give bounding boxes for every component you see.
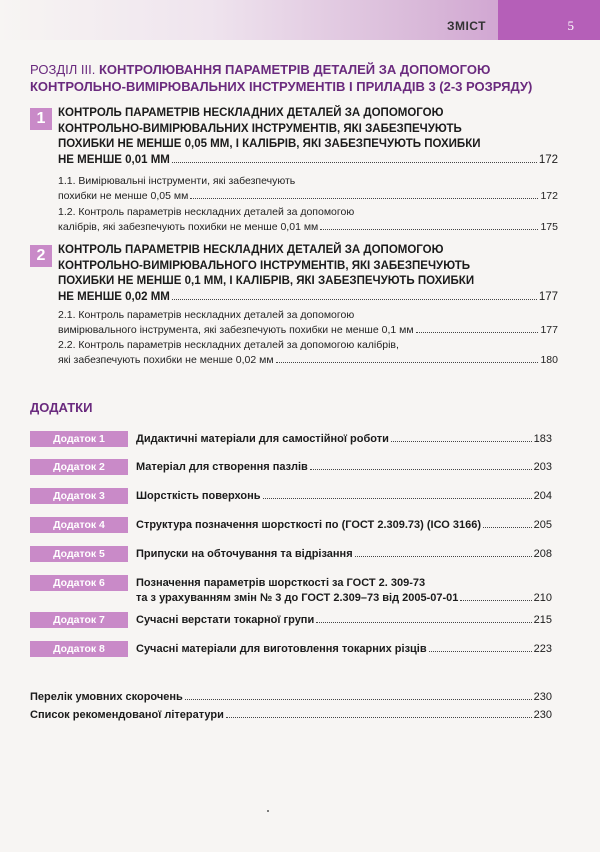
toc-entry-title: Список рекомендованої літератури — [30, 709, 224, 721]
page-ref: 177 — [540, 324, 558, 336]
chapter-number-badge: 2 — [30, 245, 52, 267]
page-header — [0, 0, 600, 40]
page-number: 5 — [567, 18, 574, 33]
chapter-title[interactable] — [58, 106, 558, 168]
page-ref: 183 — [533, 433, 552, 445]
chapter-title-line: ПОХИБКИ НЕ МЕНШЕ 0,05 ММ, І КАЛІБРІВ, ЯКІ ЗАБЕЗПЕЧУЮТЬ ПОХИБКИ — [58, 138, 481, 150]
subsection-line: 1.2. Контроль параметрів нескладних деталей за допомогою — [58, 206, 355, 218]
dot-leader — [310, 469, 532, 470]
page-ref: 180 — [540, 354, 558, 366]
chapter-title-line: КОНТРОЛЬНО-ВИМІРЮВАЛЬНОГО ІНСТРУМЕНТІВ, ЯКІ ЗАБЕЗПЕЧУЮТЬ — [58, 259, 471, 272]
appendix-badge: Додаток 5 — [30, 546, 128, 562]
appendix-title-line: Позначення параметрів шорсткості за ГОСТ 2. 309-73 — [136, 577, 426, 589]
appendix-badge: Додаток 4 — [30, 517, 128, 533]
appendix-row[interactable] — [30, 517, 552, 537]
appendix-badge: Додаток 8 — [30, 641, 128, 657]
chapter-title-line: КОНТРОЛЬ ПАРАМЕТРІВ НЕСКЛАДНИХ ДЕТАЛЕЙ ЗА ДОПОМОГОЮ — [58, 244, 444, 256]
page-ref: 215 — [533, 614, 552, 626]
subsection-line: калібрів, які забезпечують похибки не менше 0,01 мм — [58, 221, 319, 233]
appendix-row[interactable] — [30, 488, 552, 508]
appendix-badge: Додаток 1 — [30, 431, 128, 447]
dot-leader — [416, 332, 539, 333]
appendix-title: Структура позначення шорсткості по (ГОСТ 2.309.73) (ІСО 3166) — [136, 519, 482, 531]
subsection-line: 1.1. Вимірювальні інструменти, які забезпечують — [58, 175, 296, 187]
appendix-title: Сучасні матеріали для виготовлення токарних різців — [136, 643, 427, 655]
chapter-title-line: НЕ МЕНШЕ 0,01 ММ — [58, 153, 170, 166]
dot-leader — [391, 441, 532, 442]
section-title-line1: КОНТРОЛЮВАННЯ ПАРАМЕТРІВ ДЕТАЛЕЙ ЗА ДОПОМОГОЮ — [98, 62, 491, 77]
toc-entry-literature[interactable] — [30, 708, 552, 723]
appendix-title: Припуски на обточування та відрізання — [136, 548, 353, 560]
dot-leader — [316, 622, 531, 623]
page-ref: 205 — [533, 519, 552, 531]
appendix-row[interactable] — [30, 575, 552, 609]
page-ref: 204 — [533, 490, 552, 502]
header-section-name: ЗМІСТ — [446, 19, 486, 33]
page-ref: 172 — [538, 153, 558, 166]
page-ref: 230 — [533, 709, 552, 721]
appendix-row[interactable] — [30, 546, 552, 566]
subsection-line: похибки не менше 0,05 мм — [58, 190, 189, 202]
appendix-row[interactable] — [30, 459, 552, 479]
dot-leader — [172, 162, 537, 163]
page-ref: 175 — [540, 221, 558, 233]
subsection-1-1[interactable] — [58, 174, 558, 204]
chapter-number-badge: 1 — [30, 108, 52, 130]
dot-leader — [483, 527, 532, 528]
page-ref: 210 — [533, 592, 552, 604]
subsection-line: 2.2. Контроль параметрів нескладних деталей за допомогою калібрів, — [58, 339, 399, 351]
subsection-2-2[interactable] — [58, 338, 558, 368]
subsection-line: вимірювального інструмента, які забезпечують похибки не менше 0,1 мм — [58, 324, 414, 336]
appendix-title-line: та з урахуванням змін № 3 до ГОСТ 2.309–73 від 2005-07-01 — [136, 592, 459, 604]
toc-entry-abbreviations[interactable] — [30, 690, 552, 705]
dot-leader — [355, 556, 532, 557]
appendix-row[interactable] — [30, 431, 552, 451]
dot-leader — [226, 717, 532, 718]
appendix-row[interactable] — [30, 612, 552, 632]
dot-leader — [263, 498, 532, 499]
page-ref: 223 — [533, 643, 552, 655]
dot-leader — [276, 362, 539, 363]
dot-leader — [185, 699, 532, 700]
chapter-title[interactable] — [58, 243, 558, 305]
appendix-badge: Додаток 7 — [30, 612, 128, 628]
appendix-row[interactable] — [30, 641, 552, 661]
dot-leader — [429, 651, 532, 652]
appendices-heading: ДОДАТКИ — [30, 400, 93, 415]
appendix-badge: Додаток 2 — [30, 459, 128, 475]
appendix-badge: Додаток 3 — [30, 488, 128, 504]
subsection-line: які забезпечують похибки не менше 0,02 мм — [58, 354, 274, 366]
section-heading — [30, 61, 590, 95]
section-title-line2: КОНТРОЛЬНО-ВИМІРЮВАЛЬНИХ ІНСТРУМЕНТІВ І ПРИЛАДІВ 3 (2-3 РОЗРЯДУ) — [30, 79, 533, 94]
section-prefix: РОЗДІЛ ІІІ. — [30, 62, 96, 77]
page-ref: 203 — [533, 461, 552, 473]
page-ref: 177 — [538, 290, 558, 303]
subsection-line: 2.1. Контроль параметрів нескладних деталей за допомогою — [58, 309, 355, 321]
dot-leader — [460, 600, 531, 601]
dot-leader — [172, 299, 537, 300]
page-ref: 172 — [540, 190, 558, 202]
print-speck — [267, 810, 269, 812]
subsection-2-1[interactable] — [58, 308, 558, 338]
dot-leader — [320, 229, 538, 230]
page-ref: 230 — [533, 691, 552, 703]
toc-entry-title: Перелік умовних скорочень — [30, 691, 183, 703]
appendix-title: Дидактичні матеріали для самостійної роботи — [136, 433, 389, 445]
appendix-badge: Додаток 6 — [30, 575, 128, 591]
appendix-title: Шорсткість поверхонь — [136, 490, 261, 502]
chapter-title-line: НЕ МЕНШЕ 0,02 ММ — [58, 290, 170, 303]
chapter-title-line: ПОХИБКИ НЕ МЕНШЕ 0,1 ММ, І КАЛІБРІВ, ЯКІ ЗАБЕЗПЕЧУЮТЬ ПОХИБКИ — [58, 275, 475, 287]
subsection-1-2[interactable] — [58, 205, 558, 235]
page-ref: 208 — [533, 548, 552, 560]
dot-leader — [190, 198, 538, 199]
chapter-title-line: КОНТРОЛЬНО-ВИМІРЮВАЛЬНИХ ІНСТРУМЕНТІВ, ЯКІ ЗАБЕЗПЕЧУЮТЬ — [58, 122, 462, 135]
appendix-title: Матеріал для створення пазлів — [136, 461, 308, 473]
header-page-box — [498, 0, 600, 40]
chapter-title-line: КОНТРОЛЬ ПАРАМЕТРІВ НЕСКЛАДНИХ ДЕТАЛЕЙ ЗА ДОПОМОГОЮ — [58, 107, 444, 119]
appendix-title: Сучасні верстати токарної групи — [136, 614, 315, 626]
